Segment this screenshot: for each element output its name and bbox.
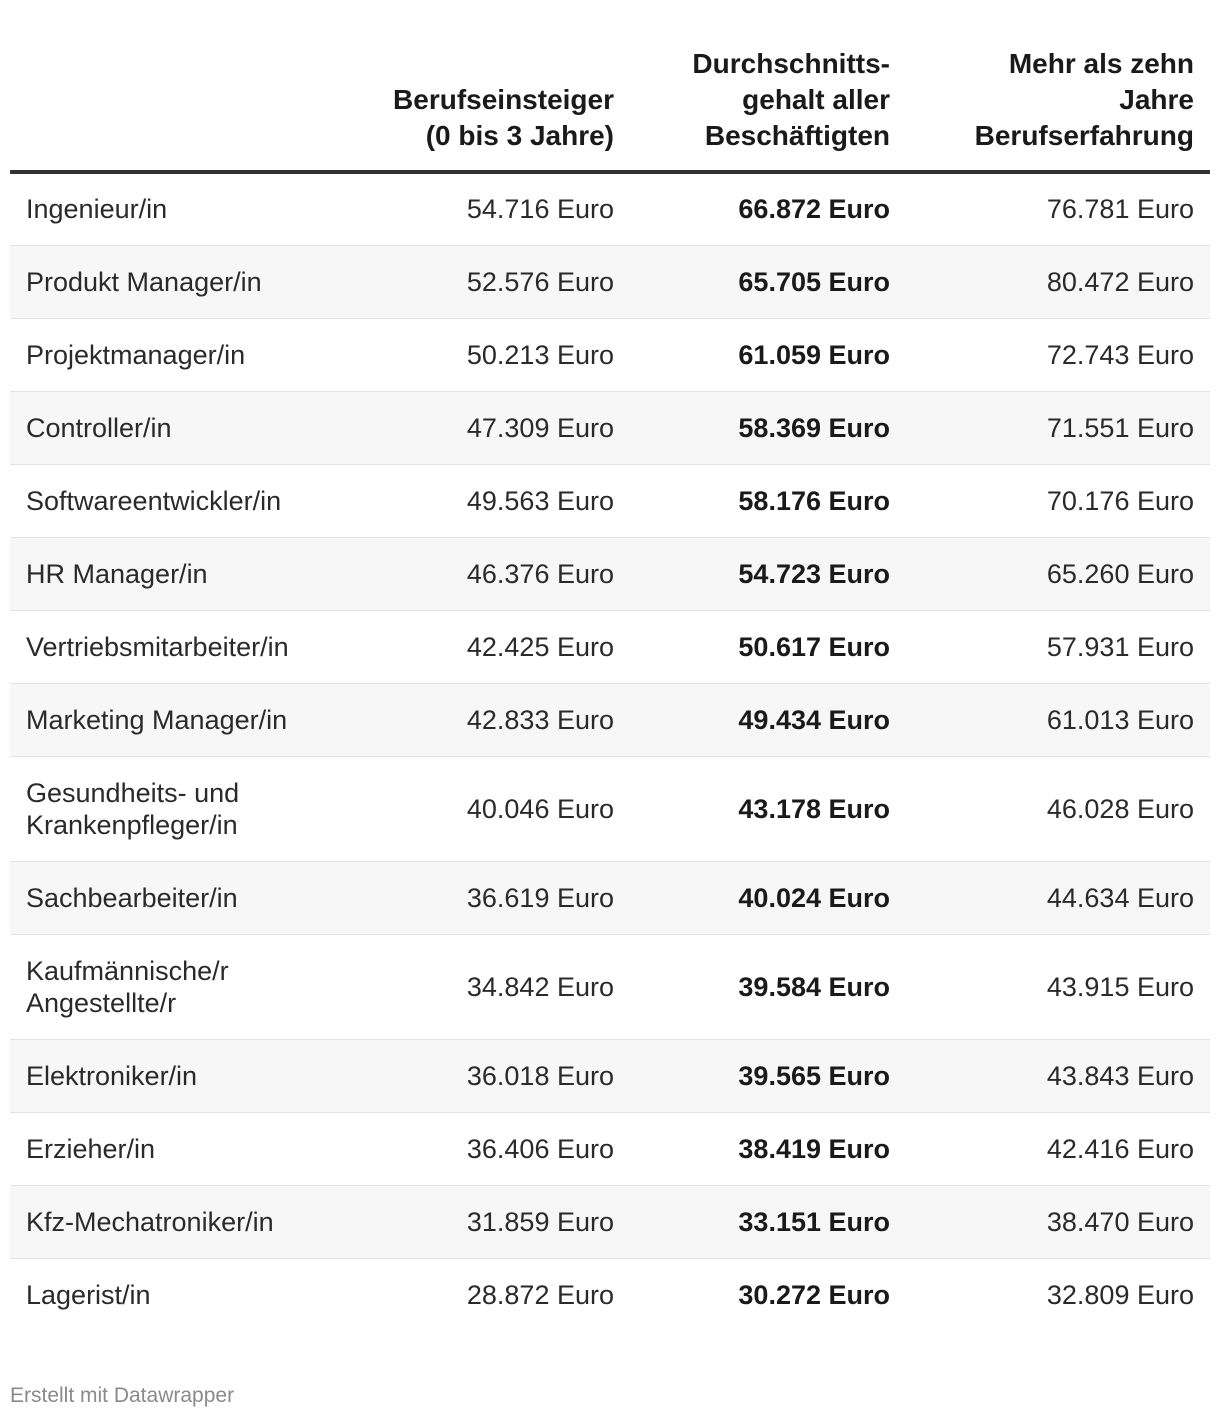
average-salary-cell: 43.178 Euro — [630, 756, 906, 861]
senior-salary-cell: 38.470 Euro — [906, 1185, 1210, 1258]
senior-salary-cell: 32.809 Euro — [1046, 1279, 1194, 1310]
entry-salary-cell: 42.833 Euro — [340, 683, 630, 756]
table-row — [10, 1039, 1210, 1112]
senior-salary-cell: 43.915 Euro — [906, 934, 1210, 1039]
senior-salary-cell: 57.931 Euro — [906, 610, 1210, 683]
average-salary-cell: 33.151 Euro — [630, 1185, 906, 1258]
column-header-average[interactable]: Durchschnitts- gehalt aller Beschäftigten — [630, 40, 906, 172]
table-row — [10, 861, 1210, 934]
senior-salary-cell: 65.260 Euro — [906, 537, 1210, 610]
job-cell: Kfz-Mechatroniker/in — [10, 1185, 340, 1258]
table-row — [10, 1258, 1210, 1331]
job-cell: Lagerist/in — [26, 1279, 151, 1310]
job-cell: Elektroniker/in — [10, 1039, 340, 1112]
column-header-senior[interactable]: Mehr als zehn Jahre Berufserfahrung — [906, 40, 1210, 172]
average-salary-cell: 40.024 Euro — [630, 861, 906, 934]
entry-salary-cell: 47.309 Euro — [340, 391, 630, 464]
column-header-entry-level[interactable]: Berufseinsteiger (0 bis 3 Jahre) — [340, 40, 630, 172]
average-salary-cell: 61.059 Euro — [630, 318, 906, 391]
table-row — [10, 934, 1210, 1039]
average-salary-cell: 50.617 Euro — [630, 610, 906, 683]
average-salary-cell: 49.434 Euro — [630, 683, 906, 756]
salary-table-container — [10, 40, 1210, 1331]
entry-salary-cell: 40.046 Euro — [340, 756, 630, 861]
table-row — [10, 756, 1210, 861]
table-row — [10, 245, 1210, 318]
senior-salary-cell: 61.013 Euro — [906, 683, 1210, 756]
salary-table — [10, 40, 1210, 1331]
average-salary-cell: 30.272 Euro — [738, 1279, 890, 1310]
entry-salary-cell: 28.872 Euro — [466, 1279, 614, 1310]
table-header-row — [10, 40, 1210, 172]
table-row — [10, 683, 1210, 756]
job-cell: Kaufmännische/r Angestellte/r — [10, 934, 340, 1039]
senior-salary-cell: 43.843 Euro — [906, 1039, 1210, 1112]
job-cell: Controller/in — [10, 391, 340, 464]
average-salary-cell: 39.584 Euro — [630, 934, 906, 1039]
job-cell: Ingenieur/in — [10, 172, 340, 245]
table-row — [10, 391, 1210, 464]
table-row — [10, 537, 1210, 610]
senior-salary-cell: 72.743 Euro — [906, 318, 1210, 391]
table-row — [10, 1185, 1210, 1258]
average-salary-cell: 65.705 Euro — [630, 245, 906, 318]
job-cell: Sachbearbeiter/in — [10, 861, 340, 934]
senior-salary-cell: 70.176 Euro — [906, 464, 1210, 537]
senior-salary-cell: 76.781 Euro — [906, 172, 1210, 245]
entry-salary-cell: 50.213 Euro — [340, 318, 630, 391]
entry-salary-cell: 52.576 Euro — [340, 245, 630, 318]
entry-salary-cell: 36.018 Euro — [340, 1039, 630, 1112]
table-row — [10, 318, 1210, 391]
average-salary-cell: 66.872 Euro — [630, 172, 906, 245]
column-header-job[interactable] — [10, 40, 340, 172]
entry-salary-cell: 34.842 Euro — [340, 934, 630, 1039]
job-cell: Marketing Manager/in — [10, 683, 340, 756]
average-salary-cell: 39.565 Euro — [630, 1039, 906, 1112]
entry-salary-cell: 31.859 Euro — [340, 1185, 630, 1258]
average-salary-cell: 54.723 Euro — [630, 537, 906, 610]
senior-salary-cell: 80.472 Euro — [906, 245, 1210, 318]
entry-salary-cell: 36.619 Euro — [340, 861, 630, 934]
table-body — [10, 172, 1210, 1331]
senior-salary-cell: 42.416 Euro — [906, 1112, 1210, 1185]
job-cell: Projektmanager/in — [10, 318, 340, 391]
table-row — [10, 610, 1210, 683]
job-cell: Erzieher/in — [10, 1112, 340, 1185]
job-cell: Vertriebsmitarbeiter/in — [10, 610, 340, 683]
entry-salary-cell: 42.425 Euro — [340, 610, 630, 683]
datawrapper-credit[interactable]: Erstellt mit Datawrapper — [10, 1384, 235, 1407]
entry-salary-cell: 49.563 Euro — [340, 464, 630, 537]
entry-salary-cell: 54.716 Euro — [340, 172, 630, 245]
entry-salary-cell: 36.406 Euro — [340, 1112, 630, 1185]
job-cell: Gesundheits- und Krankenpfleger/in — [10, 756, 340, 861]
average-salary-cell: 58.369 Euro — [630, 391, 906, 464]
average-salary-cell: 58.176 Euro — [630, 464, 906, 537]
job-cell: Softwareentwickler/in — [10, 464, 340, 537]
entry-salary-cell: 46.376 Euro — [340, 537, 630, 610]
table-row — [10, 464, 1210, 537]
senior-salary-cell: 44.634 Euro — [906, 861, 1210, 934]
average-salary-cell: 38.419 Euro — [630, 1112, 906, 1185]
senior-salary-cell: 46.028 Euro — [906, 756, 1210, 861]
table-row — [10, 1112, 1210, 1185]
job-cell: HR Manager/in — [10, 537, 340, 610]
job-cell: Produkt Manager/in — [10, 245, 340, 318]
table-row — [10, 172, 1210, 245]
senior-salary-cell: 71.551 Euro — [906, 391, 1210, 464]
